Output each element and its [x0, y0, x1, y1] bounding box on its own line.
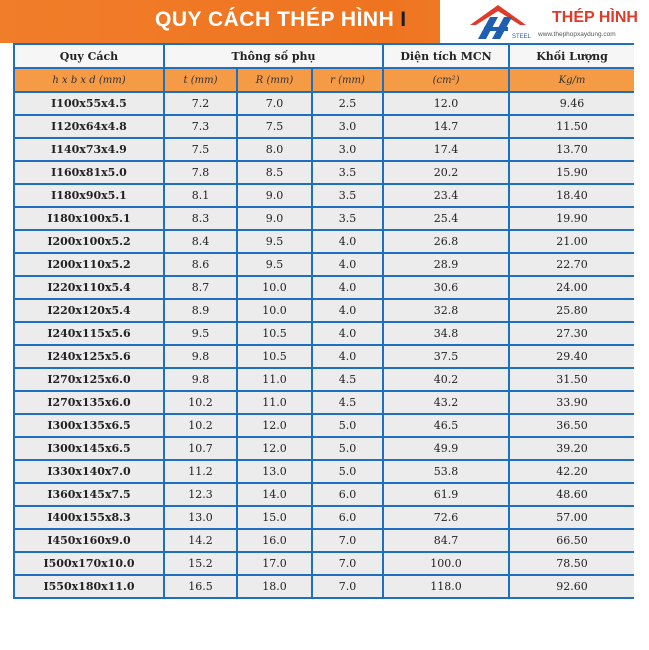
table-row — [14, 322, 634, 345]
cell-R: 11.0 — [237, 391, 312, 414]
table-row — [14, 92, 634, 115]
cell-weight: 33.90 — [509, 391, 634, 414]
title-suffix: I — [400, 8, 407, 31]
cell-R: 14.0 — [237, 483, 312, 506]
cell-weight: 36.50 — [509, 414, 634, 437]
table-unit-row — [14, 68, 634, 92]
table-row — [14, 276, 634, 299]
table-row — [14, 345, 634, 368]
cell-area: 28.9 — [383, 253, 509, 276]
cell-area: 14.7 — [383, 115, 509, 138]
cell-weight: 25.80 — [509, 299, 634, 322]
cell-weight: 18.40 — [509, 184, 634, 207]
cell-R: 7.0 — [237, 92, 312, 115]
table-row — [14, 437, 634, 460]
cell-R: 8.5 — [237, 161, 312, 184]
cell-spec: I180x100x5.1 — [14, 207, 164, 230]
header-weight: Khối Lượng — [509, 44, 634, 68]
cell-r: 4.5 — [312, 391, 383, 414]
cell-area: 49.9 — [383, 437, 509, 460]
header-spec: Quy Cách — [14, 44, 164, 68]
cell-R: 10.0 — [237, 299, 312, 322]
cell-r: 4.0 — [312, 276, 383, 299]
table-row — [14, 115, 634, 138]
cell-area: 25.4 — [383, 207, 509, 230]
cell-r: 6.0 — [312, 506, 383, 529]
cell-weight: 42.20 — [509, 460, 634, 483]
cell-weight: 27.30 — [509, 322, 634, 345]
spec-table-container[interactable] — [13, 43, 634, 650]
cell-area: 46.5 — [383, 414, 509, 437]
cell-t: 8.6 — [164, 253, 237, 276]
cell-area: 72.6 — [383, 506, 509, 529]
cell-weight: 48.60 — [509, 483, 634, 506]
cell-R: 16.0 — [237, 529, 312, 552]
cell-r: 3.0 — [312, 115, 383, 138]
cell-R: 10.5 — [237, 322, 312, 345]
cell-weight: 22.70 — [509, 253, 634, 276]
cell-r: 5.0 — [312, 437, 383, 460]
cell-spec: I270x135x6.0 — [14, 391, 164, 414]
table-row — [14, 575, 634, 598]
header-params: Thông số phụ — [164, 44, 383, 68]
cell-area: 53.8 — [383, 460, 509, 483]
cell-R: 11.0 — [237, 368, 312, 391]
cell-spec: I100x55x4.5 — [14, 92, 164, 115]
table-row — [14, 391, 634, 414]
table-row — [14, 460, 634, 483]
cell-area: 40.2 — [383, 368, 509, 391]
cell-r: 7.0 — [312, 575, 383, 598]
cell-spec: I200x100x5.2 — [14, 230, 164, 253]
table-row — [14, 184, 634, 207]
cell-spec: I140x73x4.9 — [14, 138, 164, 161]
cell-spec: I200x110x5.2 — [14, 253, 164, 276]
cell-spec: I240x125x5.6 — [14, 345, 164, 368]
cell-t: 7.5 — [164, 138, 237, 161]
cell-r: 3.0 — [312, 138, 383, 161]
table-row — [14, 552, 634, 575]
cell-spec: I220x120x5.4 — [14, 299, 164, 322]
cell-t: 13.0 — [164, 506, 237, 529]
cell-area: 26.8 — [383, 230, 509, 253]
cell-t: 8.1 — [164, 184, 237, 207]
cell-weight: 39.20 — [509, 437, 634, 460]
cell-spec: I180x90x5.1 — [14, 184, 164, 207]
cell-area: 118.0 — [383, 575, 509, 598]
cell-t: 16.5 — [164, 575, 237, 598]
cell-spec: I450x160x9.0 — [14, 529, 164, 552]
table-row — [14, 207, 634, 230]
cell-weight: 11.50 — [509, 115, 634, 138]
cell-area: 34.8 — [383, 322, 509, 345]
cell-area: 17.4 — [383, 138, 509, 161]
cell-R: 15.0 — [237, 506, 312, 529]
cell-weight: 13.70 — [509, 138, 634, 161]
table-row — [14, 414, 634, 437]
cell-area: 84.7 — [383, 529, 509, 552]
cell-spec: I500x170x10.0 — [14, 552, 164, 575]
cell-spec: I120x64x4.8 — [14, 115, 164, 138]
cell-R: 12.0 — [237, 414, 312, 437]
cell-t: 10.7 — [164, 437, 237, 460]
logo-url: www.thephopxaydung.com — [538, 31, 616, 38]
cell-area: 61.9 — [383, 483, 509, 506]
cell-r: 4.0 — [312, 345, 383, 368]
table-row — [14, 299, 634, 322]
cell-spec: I160x81x5.0 — [14, 161, 164, 184]
table-header-row — [14, 44, 634, 68]
cell-weight: 57.00 — [509, 506, 634, 529]
cell-t: 12.3 — [164, 483, 237, 506]
cell-weight: 29.40 — [509, 345, 634, 368]
cell-t: 7.3 — [164, 115, 237, 138]
cell-area: 43.2 — [383, 391, 509, 414]
cell-r: 6.0 — [312, 483, 383, 506]
table-row — [14, 138, 634, 161]
cell-weight: 92.60 — [509, 575, 634, 598]
cell-spec: I220x110x5.4 — [14, 276, 164, 299]
cell-R: 8.0 — [237, 138, 312, 161]
cell-r: 7.0 — [312, 529, 383, 552]
cell-R: 10.5 — [237, 345, 312, 368]
cell-spec: I300x135x6.5 — [14, 414, 164, 437]
cell-area: 20.2 — [383, 161, 509, 184]
thep-hinh-logo-icon — [468, 3, 534, 41]
table-row — [14, 253, 634, 276]
cell-R: 17.0 — [237, 552, 312, 575]
cell-R: 13.0 — [237, 460, 312, 483]
cell-t: 14.2 — [164, 529, 237, 552]
table-row — [14, 230, 634, 253]
cell-spec: I400x155x8.3 — [14, 506, 164, 529]
cell-t: 8.9 — [164, 299, 237, 322]
cell-r: 4.0 — [312, 253, 383, 276]
cell-r: 4.0 — [312, 322, 383, 345]
unit-area: (cm²) — [383, 68, 509, 92]
cell-R: 12.0 — [237, 437, 312, 460]
cell-weight: 31.50 — [509, 368, 634, 391]
cell-weight: 15.90 — [509, 161, 634, 184]
table-body — [14, 92, 634, 598]
cell-r: 3.5 — [312, 207, 383, 230]
title-banner — [0, 0, 649, 43]
cell-t: 10.2 — [164, 414, 237, 437]
table-row — [14, 368, 634, 391]
cell-R: 9.5 — [237, 230, 312, 253]
cell-R: 10.0 — [237, 276, 312, 299]
cell-weight: 19.90 — [509, 207, 634, 230]
cell-t: 7.2 — [164, 92, 237, 115]
cell-spec: I550x180x11.0 — [14, 575, 164, 598]
cell-t: 11.2 — [164, 460, 237, 483]
cell-t: 7.8 — [164, 161, 237, 184]
logo[interactable] — [440, 0, 649, 43]
table-row — [14, 161, 634, 184]
cell-area: 100.0 — [383, 552, 509, 575]
cell-t: 8.4 — [164, 230, 237, 253]
cell-r: 5.0 — [312, 460, 383, 483]
spec-table — [13, 43, 634, 599]
cell-r: 4.0 — [312, 299, 383, 322]
unit-r: r (mm) — [312, 68, 383, 92]
cell-spec: I240x115x5.6 — [14, 322, 164, 345]
cell-t: 9.8 — [164, 368, 237, 391]
unit-weight: Kg/m — [509, 68, 634, 92]
cell-spec: I330x140x7.0 — [14, 460, 164, 483]
cell-area: 12.0 — [383, 92, 509, 115]
cell-spec: I270x125x6.0 — [14, 368, 164, 391]
cell-r: 3.5 — [312, 184, 383, 207]
cell-spec: I300x145x6.5 — [14, 437, 164, 460]
cell-area: 30.6 — [383, 276, 509, 299]
cell-r: 3.5 — [312, 161, 383, 184]
unit-R: R (mm) — [237, 68, 312, 92]
unit-t: t (mm) — [164, 68, 237, 92]
cell-r: 7.0 — [312, 552, 383, 575]
cell-r: 4.5 — [312, 368, 383, 391]
table-row — [14, 529, 634, 552]
cell-t: 9.5 — [164, 322, 237, 345]
page-title: QUY CÁCH THÉP HÌNH I — [155, 8, 407, 31]
cell-area: 23.4 — [383, 184, 509, 207]
cell-r: 4.0 — [312, 230, 383, 253]
cell-t: 15.2 — [164, 552, 237, 575]
logo-steel-text: STEEL — [512, 34, 532, 40]
table-row — [14, 483, 634, 506]
cell-spec: I360x145x7.5 — [14, 483, 164, 506]
cell-weight: 21.00 — [509, 230, 634, 253]
logo-name: THÉP HÌNH — [552, 9, 638, 26]
cell-R: 9.5 — [237, 253, 312, 276]
cell-r: 2.5 — [312, 92, 383, 115]
cell-R: 9.0 — [237, 184, 312, 207]
cell-R: 9.0 — [237, 207, 312, 230]
unit-spec: h x b x d (mm) — [14, 68, 164, 92]
cell-t: 8.3 — [164, 207, 237, 230]
cell-t: 9.8 — [164, 345, 237, 368]
cell-R: 7.5 — [237, 115, 312, 138]
header-area: Diện tích MCN — [383, 44, 509, 68]
table-row — [14, 506, 634, 529]
cell-area: 37.5 — [383, 345, 509, 368]
cell-weight: 78.50 — [509, 552, 634, 575]
cell-weight: 66.50 — [509, 529, 634, 552]
cell-t: 8.7 — [164, 276, 237, 299]
cell-weight: 9.46 — [509, 92, 634, 115]
cell-t: 10.2 — [164, 391, 237, 414]
cell-r: 5.0 — [312, 414, 383, 437]
cell-R: 18.0 — [237, 575, 312, 598]
cell-weight: 24.00 — [509, 276, 634, 299]
cell-area: 32.8 — [383, 299, 509, 322]
